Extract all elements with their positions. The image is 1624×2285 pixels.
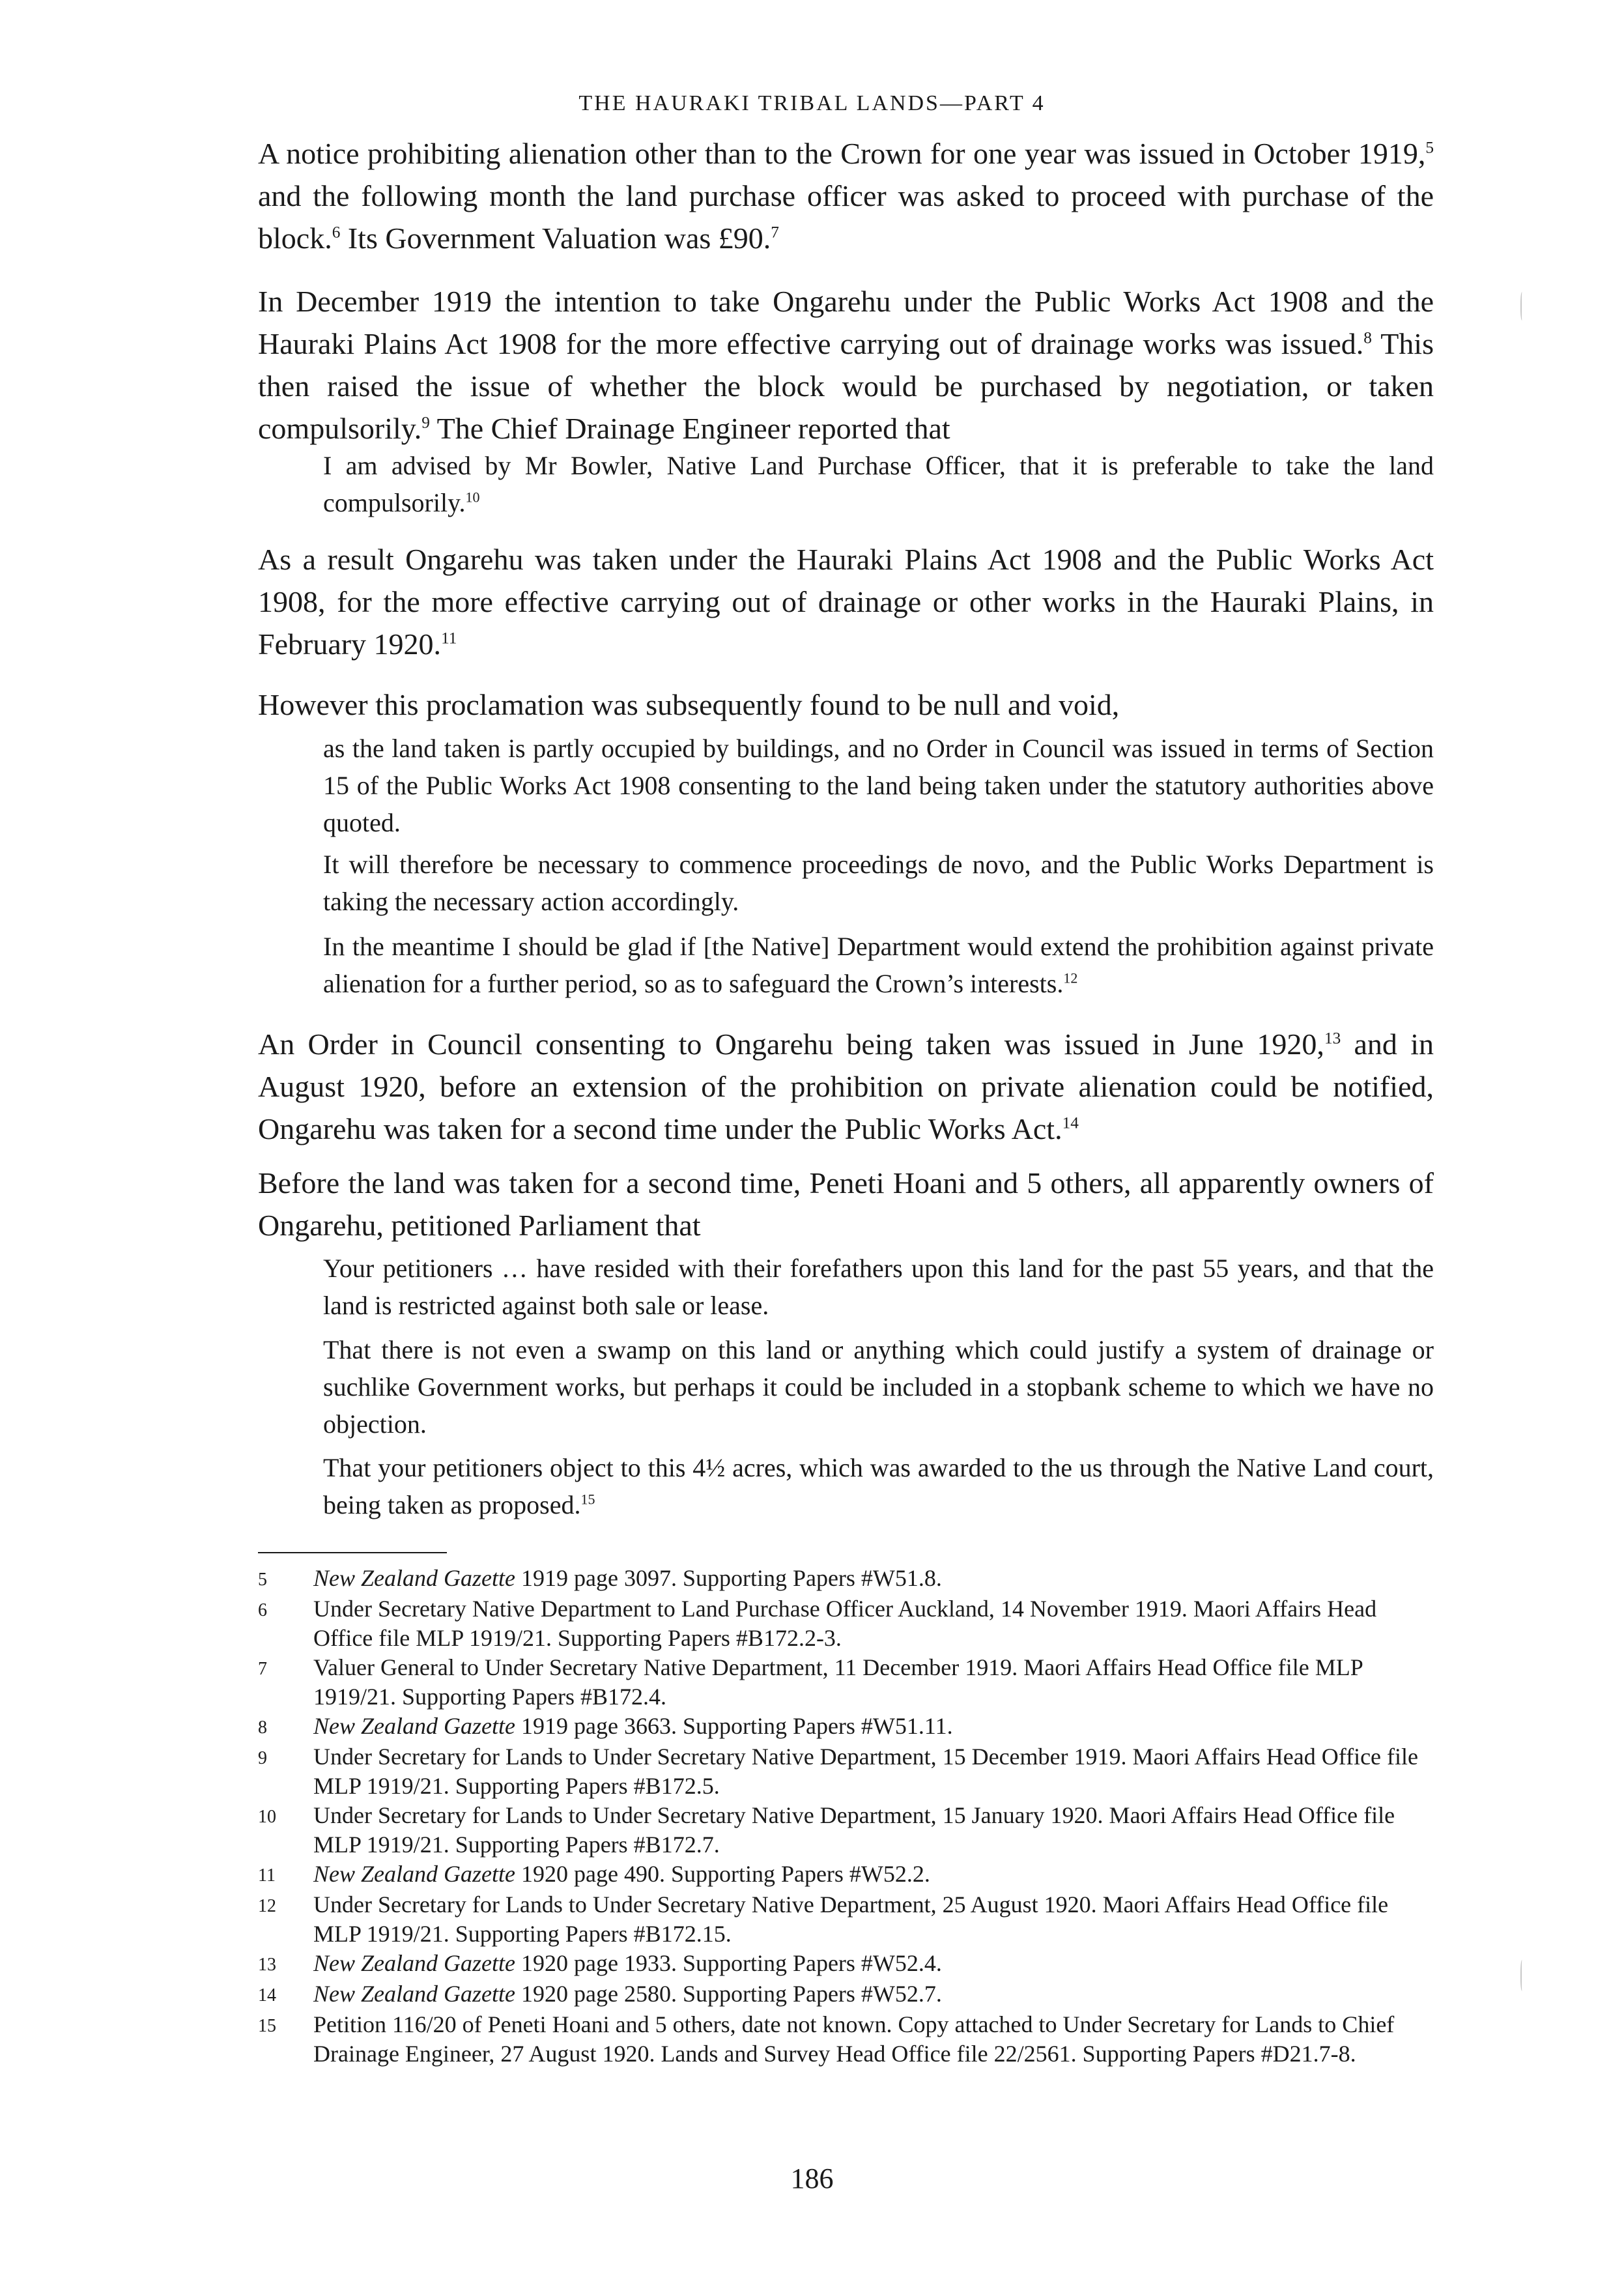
footnote-ref-10[interactable]: 10 [465, 489, 480, 506]
footnote-text [313, 1564, 1434, 1594]
footnote-ref-15[interactable]: 15 [580, 1491, 595, 1508]
footnote-number: 10 [258, 1807, 276, 1827]
footnote-7 [258, 1653, 1434, 1712]
block-quote-1-text: I am advised by Mr Bowler, Native Land Purchase Officer, that it is preferable to take the land compulsorily. [323, 451, 1434, 517]
paragraph-6 [258, 1162, 1434, 1246]
footnote-ref-7[interactable]: 7 [771, 223, 779, 242]
footnote-number: 15 [258, 2016, 276, 2036]
page-number: 186 [790, 2163, 834, 2194]
footnote-italic: New Zealand Gazette [313, 1861, 515, 1887]
footnote-body: 1920 page 2580. Supporting Papers #W52.7. [515, 1981, 942, 2007]
footnote-ref-5[interactable]: 5 [1425, 138, 1434, 157]
paragraph-2-text-b: This then raised the issue of whether the block would be purchased by negotiation, or taken compulsorily. [258, 327, 1434, 445]
footnote-text: Valuer General to Under Secretary Native Department, 11 December 1919. Maori Affairs Head Office file MLP 1919/21. Supporting Papers #B172.4. [313, 1654, 1363, 1710]
footnote-ref-11[interactable]: 11 [441, 629, 457, 648]
paragraph-2-text-a: In December 1919 the intention to take Ongarehu under the Public Works Act 1908 and the Hauraki Plains Act 1908 for the more effective carrying out of drainage works was issued. [258, 285, 1434, 360]
paragraph-4-text: However this proclamation was subsequently found to be null and void, [258, 688, 1120, 721]
margin-scan-mark [1520, 1960, 1524, 1991]
footnote-body: 1920 page 490. Supporting Papers #W52.2. [515, 1861, 930, 1887]
paragraph-1 [258, 132, 1434, 259]
footnote-text [313, 1949, 1434, 1979]
footnote-ref-12[interactable]: 12 [1063, 970, 1078, 986]
footnote-number: 5 [258, 1570, 267, 1590]
footnote-text: Under Secretary for Lands to Under Secretary Native Department, 15 December 1919. Maori Affairs Head Office file MLP 1919/21. Supporting Papers #B172.5. [313, 1744, 1419, 1799]
running-head: THE HAURAKI TRIBAL LANDS—PART 4 [578, 91, 1046, 115]
paragraph-3-text: As a result Ongarehu was taken under the Hauraki Plains Act 1908 and the Public Works Act 1908, for the more effective carrying out of drainage or other works in the Hauraki Plains, in February 1920. [258, 543, 1434, 661]
footnote-text [313, 1979, 1434, 2010]
footnote-10 [258, 1801, 1434, 1860]
footnote-body: 1920 page 1933. Supporting Papers #W52.4. [515, 1950, 942, 1976]
footnote-ref-8[interactable]: 8 [1363, 328, 1372, 347]
block-quote-1 [323, 447, 1434, 521]
block-quote-5-text: Your petitioners … have resided with their forefathers upon this land for the past 55 years, and that the land is restricted against both sale or lease. [323, 1254, 1434, 1320]
footnote-12 [258, 1890, 1434, 1949]
footnote-text: Under Secretary for Lands to Under Secretary Native Department, 15 January 1920. Maori Affairs Head Office file MLP 1919/21. Supporting Papers #B172.7. [313, 1802, 1395, 1858]
footnote-9 [258, 1742, 1434, 1801]
block-quote-4-text: In the meantime I should be glad if [the Native] Department would extend the prohibition against private alienation for a further period, so as to safeguard the Crown’s interests. [323, 932, 1434, 998]
footnote-body: 1919 page 3097. Supporting Papers #W51.8. [515, 1565, 942, 1591]
paragraph-5-text-b: and in August 1920, before an extension of the prohibition on private alienation could be notified, Ongarehu was taken for a second time under the Public Works Act. [258, 1028, 1434, 1145]
footnote-italic: New Zealand Gazette [313, 1713, 515, 1739]
footnote-5 [258, 1564, 1434, 1594]
paragraph-1-text-c: Its Government Valuation was £90. [340, 222, 771, 255]
footnote-number: 9 [258, 1748, 267, 1768]
footnote-15 [258, 2010, 1434, 2069]
paragraph-1-text-a: A notice prohibiting alienation other than to the Crown for one year was issued in October 1919, [258, 137, 1426, 170]
footnote-8 [258, 1712, 1434, 1742]
paragraph-4 [258, 683, 1434, 726]
paragraph-6-text: Before the land was taken for a second time, Peneti Hoani and 5 others, all apparently owners of Ongarehu, petitioned Parliament that [258, 1166, 1434, 1242]
footnote-text: Under Secretary for Lands to Under Secretary Native Department, 25 August 1920. Maori Affairs Head Office file MLP 1919/21. Supporting Papers #B172.15. [313, 1891, 1389, 1947]
block-quote-3-text: It will therefore be necessary to commence proceedings de novo, and the Public Works Department is taking the necessary action accordingly. [323, 850, 1434, 916]
footnote-11 [258, 1860, 1434, 1890]
block-quote-3 [323, 846, 1434, 920]
footnote-italic: New Zealand Gazette [313, 1981, 515, 2007]
footnote-6 [258, 1594, 1434, 1653]
paragraph-2 [258, 280, 1434, 450]
footnote-number: 12 [258, 1896, 276, 1916]
footnote-ref-14[interactable]: 14 [1062, 1114, 1079, 1132]
margin-scan-mark [1520, 292, 1524, 321]
paragraph-5 [258, 1023, 1434, 1150]
footnote-13 [258, 1949, 1434, 1979]
footnote-number: 7 [258, 1659, 267, 1679]
footnote-ref-9[interactable]: 9 [421, 413, 430, 432]
paragraph-1-text-b: and the following month the land purchase officer was asked to proceed with purchase of the block. [258, 179, 1434, 255]
footnote-body: 1919 page 3663. Supporting Papers #W51.11. [515, 1713, 953, 1739]
paragraph-2-text-c: The Chief Drainage Engineer reported that [429, 412, 950, 445]
footnote-14 [258, 1979, 1434, 2010]
footnote-italic: New Zealand Gazette [313, 1950, 515, 1976]
block-quote-4 [323, 928, 1434, 1002]
block-quote-5 [323, 1250, 1434, 1324]
footnote-number: 8 [258, 1717, 267, 1738]
footnote-number: 11 [258, 1865, 276, 1886]
block-quote-2-text: as the land taken is partly occupied by buildings, and no Order in Council was issued in terms of Section 15 of the Public Works Act 1908 consenting to the land being taken under the statutory authorities above quoted. [323, 734, 1434, 837]
footnotes [258, 1564, 1434, 2069]
block-quote-7 [323, 1449, 1434, 1523]
block-quote-2 [323, 730, 1434, 841]
paragraph-3 [258, 538, 1434, 665]
footnote-text: Under Secretary Native Department to Land Purchase Officer Auckland, 14 November 1919. Maori Affairs Head Office file MLP 1919/21. Supporting Papers #B172.2-3. [313, 1596, 1377, 1651]
block-quote-6-text: That there is not even a swamp on this land or anything which could justify a system of drainage or suchlike Government works, but perhaps it could be included in a stopbank scheme to which we have no objection. [323, 1335, 1434, 1439]
block-quote-6 [323, 1331, 1434, 1443]
footnote-number: 6 [258, 1600, 267, 1620]
footnote-number: 13 [258, 1955, 276, 1975]
block-quote-7-text: That your petitioners object to this 4½ acres, which was awarded to the us through the Native Land court, being taken as proposed. [323, 1453, 1434, 1519]
footnote-italic: New Zealand Gazette [313, 1565, 515, 1591]
footnote-number: 14 [258, 1985, 276, 2005]
footnote-separator [258, 1552, 447, 1553]
paragraph-5-text-a: An Order in Council consenting to Ongarehu being taken was issued in June 1920, [258, 1028, 1324, 1061]
footnote-text [313, 1860, 1434, 1890]
footnote-ref-13[interactable]: 13 [1324, 1029, 1341, 1048]
footnote-text [313, 1712, 1434, 1742]
footnote-ref-6[interactable]: 6 [332, 223, 341, 242]
footnote-text: Petition 116/20 of Peneti Hoani and 5 others, date not known. Copy attached to Under Secretary for Lands to Chief Drainage Engineer, 27 August 1920. Lands and Survey Head Office file 22/2561. Supporting Papers #D21.7-8. [313, 2011, 1395, 2067]
